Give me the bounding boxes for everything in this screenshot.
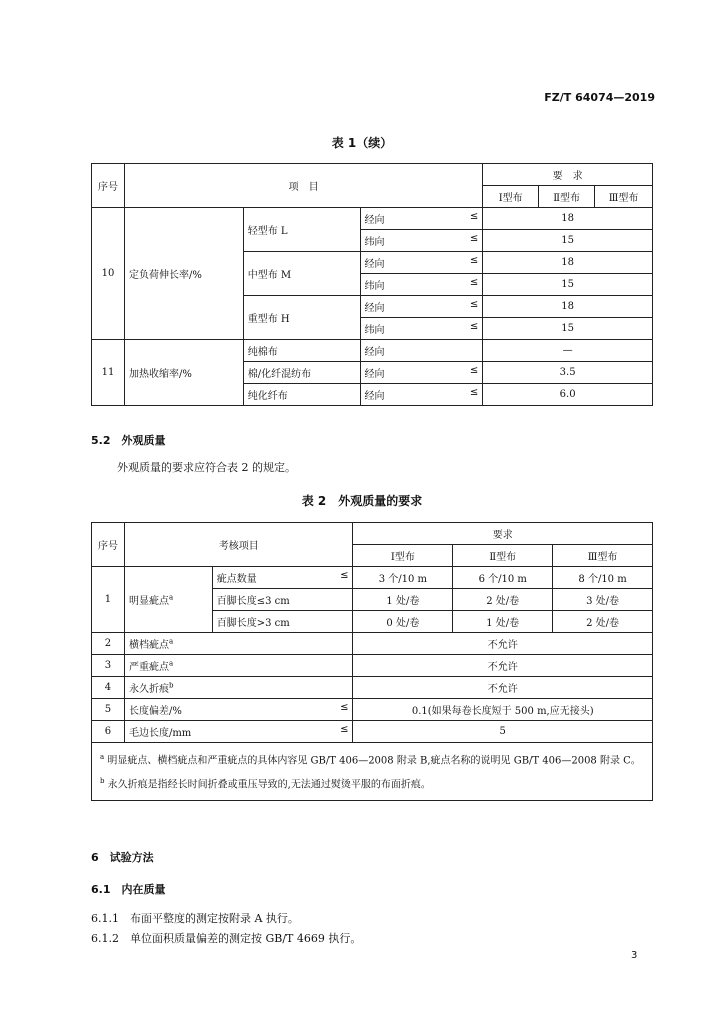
t1-head-type1: Ⅰ型布: [483, 186, 539, 208]
footnote-mark: a: [168, 637, 174, 646]
section-6-title: 6 试验方法: [91, 851, 154, 864]
le-symbol: ≤: [469, 233, 479, 244]
table2: [91, 522, 653, 801]
footnote-mark: a: [168, 659, 174, 668]
t2-value: 8 个/10 m: [553, 567, 653, 589]
t1-row10-no: 10: [92, 208, 125, 340]
t2-head-no: 序号: [92, 523, 125, 567]
section-6-1-1: 6.1.1 布面平整度的测定按附录 A 执行。: [91, 912, 299, 925]
t2-head-type2: Ⅱ型布: [453, 545, 553, 567]
t1-value: —: [483, 340, 653, 362]
table2-notes: [92, 743, 653, 801]
t2-r3-no: 3: [92, 655, 125, 677]
standard-code: FZ/T 64074—2019: [544, 91, 655, 104]
t2-r1-name: 明显疵点$^a$: [124, 567, 212, 633]
t2-value: 5: [353, 721, 653, 743]
t2-r2-no: 2: [92, 633, 125, 655]
section-5-2-title: 5.2 外观质量: [91, 434, 166, 447]
table1: [91, 163, 653, 406]
le-symbol: ≤: [469, 277, 479, 288]
t1-heavy: 重型布 H: [243, 296, 360, 340]
t2-value: 3 处/卷: [553, 589, 653, 611]
footnote-mark: a: [100, 753, 105, 761]
t1-dir: 经向: [364, 303, 385, 314]
t2-value: 2 处/卷: [553, 611, 653, 633]
t1-dir: 纬向: [364, 325, 385, 336]
t2-value: 不允许: [353, 633, 653, 655]
t1-value: 3.5: [483, 362, 653, 384]
table1-caption: 表 1（续）: [331, 136, 393, 150]
table2-caption: 表 2 外观质量的要求: [301, 494, 423, 508]
footnote-mark: b: [168, 681, 174, 690]
t1-dir: 经向: [364, 259, 385, 270]
section-6-1-title: 6.1 内在质量: [91, 883, 166, 896]
t2-r3-name: 严重疵点$^a$: [124, 655, 353, 677]
section-5-2-text: 外观质量的要求应符合表 2 的规定。: [117, 461, 296, 474]
t2-r5-name: 长度偏差/%: [128, 706, 182, 717]
t1-value: 15: [483, 230, 653, 252]
t1-medium: 中型布 M: [243, 252, 360, 296]
t2-head-item: 考核项目: [124, 523, 353, 567]
note-b: $^b$ 永久折痕是指经长时间折叠或重压导致的,无法通过熨烫平服的布面折痕。: [100, 777, 431, 791]
t2-value: 1 处/卷: [353, 589, 453, 611]
t1-head-type3: Ⅲ型布: [595, 186, 653, 208]
t1-value: 6.0: [483, 384, 653, 406]
t2-head-type1: Ⅰ型布: [353, 545, 453, 567]
le-symbol: ≤: [469, 387, 479, 398]
page-number: 3: [631, 950, 638, 961]
t1-light: 轻型布 L: [243, 208, 360, 252]
le-symbol: ≤: [469, 365, 479, 376]
t2-value: 2 处/卷: [453, 589, 553, 611]
t1-row11-no: 11: [92, 340, 125, 406]
t2-r1-sub3: 百脚长度>3 cm: [212, 611, 353, 633]
t2-r4-no: 4: [92, 677, 125, 699]
t2-r1-sub1: 疵点数量: [216, 574, 257, 585]
t1-value: 18: [483, 296, 653, 318]
t1-head-req: 要 求: [483, 164, 653, 186]
footnote-mark: b: [100, 777, 105, 786]
t1-blend: 棉/化纤混纺布: [243, 362, 360, 384]
t1-row10-name: 定负荷伸长率/%: [124, 208, 243, 340]
section-6-1-2: 6.1.2 单位面积质量偏差的测定按 GB/T 4669 执行。: [91, 932, 362, 945]
le-symbol: ≤: [469, 321, 479, 332]
t1-value: 15: [483, 274, 653, 296]
t1-head-item: 项 目: [124, 164, 482, 208]
t1-value: 18: [483, 252, 653, 274]
t2-head-type3: Ⅲ型布: [553, 545, 653, 567]
t1-head-no: 序号: [92, 164, 125, 208]
t1-row11-name: 加热收缩率/%: [124, 340, 243, 406]
le-symbol: ≤: [469, 211, 479, 222]
t1-dir: 纬向: [364, 281, 385, 292]
t2-value: 不允许: [353, 655, 653, 677]
t2-value: 1 处/卷: [453, 611, 553, 633]
t2-value: 0 处/卷: [353, 611, 453, 633]
t2-r4-name: 永久折痕$^b$: [124, 677, 353, 699]
t2-r2-name: 横档疵点$^a$: [124, 633, 353, 655]
t1-head-type2: Ⅱ型布: [539, 186, 595, 208]
t2-value: 不允许: [353, 677, 653, 699]
t1-cotton: 纯棉布: [243, 340, 360, 362]
le-symbol: ≤: [340, 724, 349, 735]
t2-value: 6 个/10 m: [453, 567, 553, 589]
note-a: $^a$ 明显疵点、横档疵点和严重疵点的具体内容见 GB/T 406—2008 附录 B,疵点名称的说明见 GB/T 406—2008 附录 C。: [100, 753, 641, 767]
t2-r5-no: 5: [92, 699, 125, 721]
t2-head-req: 要求: [353, 523, 653, 545]
le-symbol: ≤: [469, 299, 479, 310]
t2-value: 0.1(如果每卷长度短于 500 m,应无接头): [353, 699, 653, 721]
t1-dir: 经向: [364, 215, 385, 226]
le-symbol: ≤: [469, 255, 479, 266]
t1-dir: 经向: [364, 369, 385, 380]
t2-r6-name: 毛边长度/mm: [128, 728, 192, 739]
t1-value: 18: [483, 208, 653, 230]
le-symbol: ≤: [340, 570, 349, 581]
t1-dir: 纬向: [364, 237, 385, 248]
t2-value: 3 个/10 m: [353, 567, 453, 589]
t2-r1-no: 1: [92, 567, 125, 633]
le-symbol: ≤: [340, 702, 349, 713]
t1-synthetic: 纯化纤布: [243, 384, 360, 406]
t1-dir: 经向: [360, 340, 483, 362]
t2-r6-no: 6: [92, 721, 125, 743]
t2-r1-sub2: 百脚长度≤3 cm: [212, 589, 353, 611]
footnote-mark: a: [168, 593, 174, 602]
t1-dir: 经向: [364, 391, 385, 402]
t1-value: 15: [483, 318, 653, 340]
